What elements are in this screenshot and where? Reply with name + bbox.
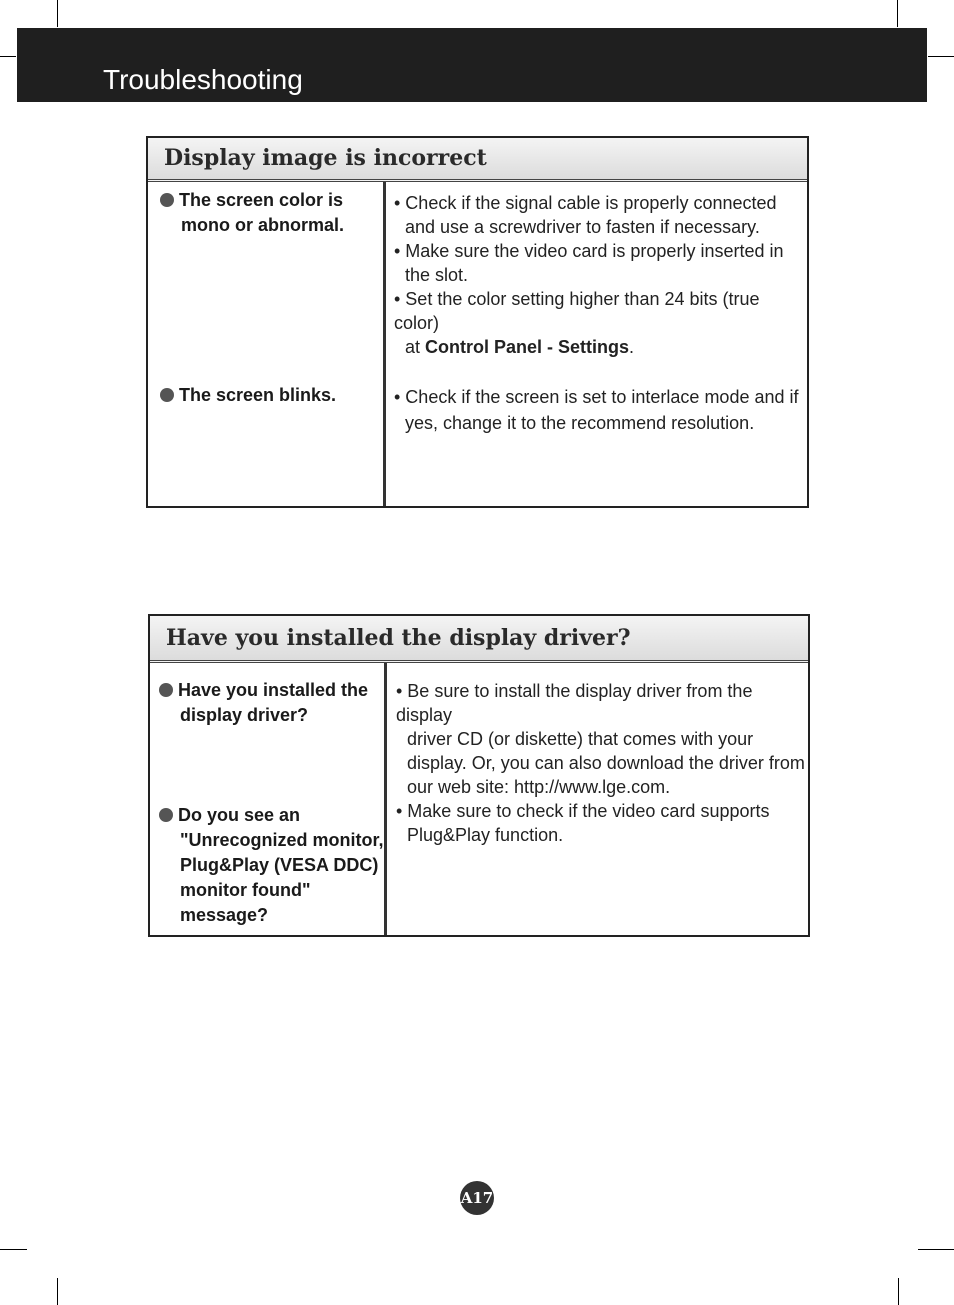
crop-mark <box>918 1249 954 1250</box>
bullet-icon <box>160 388 174 402</box>
section-title: Have you installed the display driver? <box>150 616 808 663</box>
solution-line: yes, change it to the recommend resolution. <box>405 413 755 433</box>
header-bar <box>17 28 927 102</box>
bullet-icon <box>159 808 173 822</box>
solution-line: Plug&Play function. <box>407 825 564 845</box>
section-title: Display image is incorrect <box>148 138 807 182</box>
symptom-text: The screen color is <box>179 190 344 210</box>
crop-mark <box>928 56 954 57</box>
bullet-icon <box>159 683 173 697</box>
symptom-color <box>160 188 344 238</box>
crop-mark <box>897 0 898 27</box>
crop-mark <box>898 1278 899 1305</box>
solution-line: driver CD (or diskette) that comes with your <box>407 729 754 749</box>
section-display-driver <box>148 614 810 937</box>
solution-line: • Be sure to install the display driver from the display <box>396 681 753 725</box>
solution-blinks <box>394 384 799 436</box>
bullet-icon <box>160 193 174 207</box>
solution-driver-installed <box>396 679 808 799</box>
symptom-text: The screen blinks. <box>179 385 337 405</box>
solution-text: . <box>629 337 635 357</box>
symptom-text: "Unrecognized monitor, <box>180 830 384 850</box>
symptom-text: Plug&Play (VESA DDC) <box>180 855 379 875</box>
page-title: Troubleshooting <box>103 64 303 95</box>
symptom-text: Have you installed the <box>178 680 369 700</box>
symptom-text: display driver? <box>180 705 309 725</box>
symptom-text: monitor found" <box>180 880 311 900</box>
solution-unrecognized-monitor <box>396 799 769 847</box>
solution-line: • Make sure to check if the video card supports <box>396 801 770 821</box>
section-display-image <box>146 136 809 508</box>
solution-line: our web site: http://www.lge.com. <box>407 777 671 797</box>
section-body <box>148 182 807 506</box>
symptom-blinks <box>160 383 336 408</box>
column-divider <box>384 663 387 935</box>
section-body <box>150 663 808 935</box>
crop-mark <box>57 1278 58 1305</box>
column-divider <box>383 182 386 506</box>
crop-mark <box>0 1249 27 1250</box>
solution-line: • Set the color setting higher than 24 bits (true color) <box>394 289 760 333</box>
symptom-unrecognized-monitor <box>159 803 384 928</box>
page-number-badge: A17 <box>460 1181 494 1215</box>
control-panel-path: Control Panel - Settings <box>425 337 630 357</box>
crop-mark <box>0 56 16 57</box>
symptom-text: message? <box>180 905 269 925</box>
solution-line <box>394 335 807 359</box>
solution-line: and use a screwdriver to fasten if necessary. <box>405 217 760 237</box>
solution-line: • Make sure the video card is properly inserted in <box>394 241 784 261</box>
solution-line: • Check if the screen is set to interlace mode and if <box>394 387 799 407</box>
solution-line: the slot. <box>405 265 469 285</box>
symptom-text: Do you see an <box>178 805 301 825</box>
solution-line: • Check if the signal cable is properly connected <box>394 193 777 213</box>
solution-text: at <box>405 337 426 357</box>
symptom-text: mono or abnormal. <box>181 215 345 235</box>
solution-line: display. Or, you can also download the driver from <box>407 753 805 773</box>
solution-color <box>394 191 807 359</box>
symptom-driver-installed <box>159 678 368 728</box>
crop-mark <box>57 0 58 27</box>
